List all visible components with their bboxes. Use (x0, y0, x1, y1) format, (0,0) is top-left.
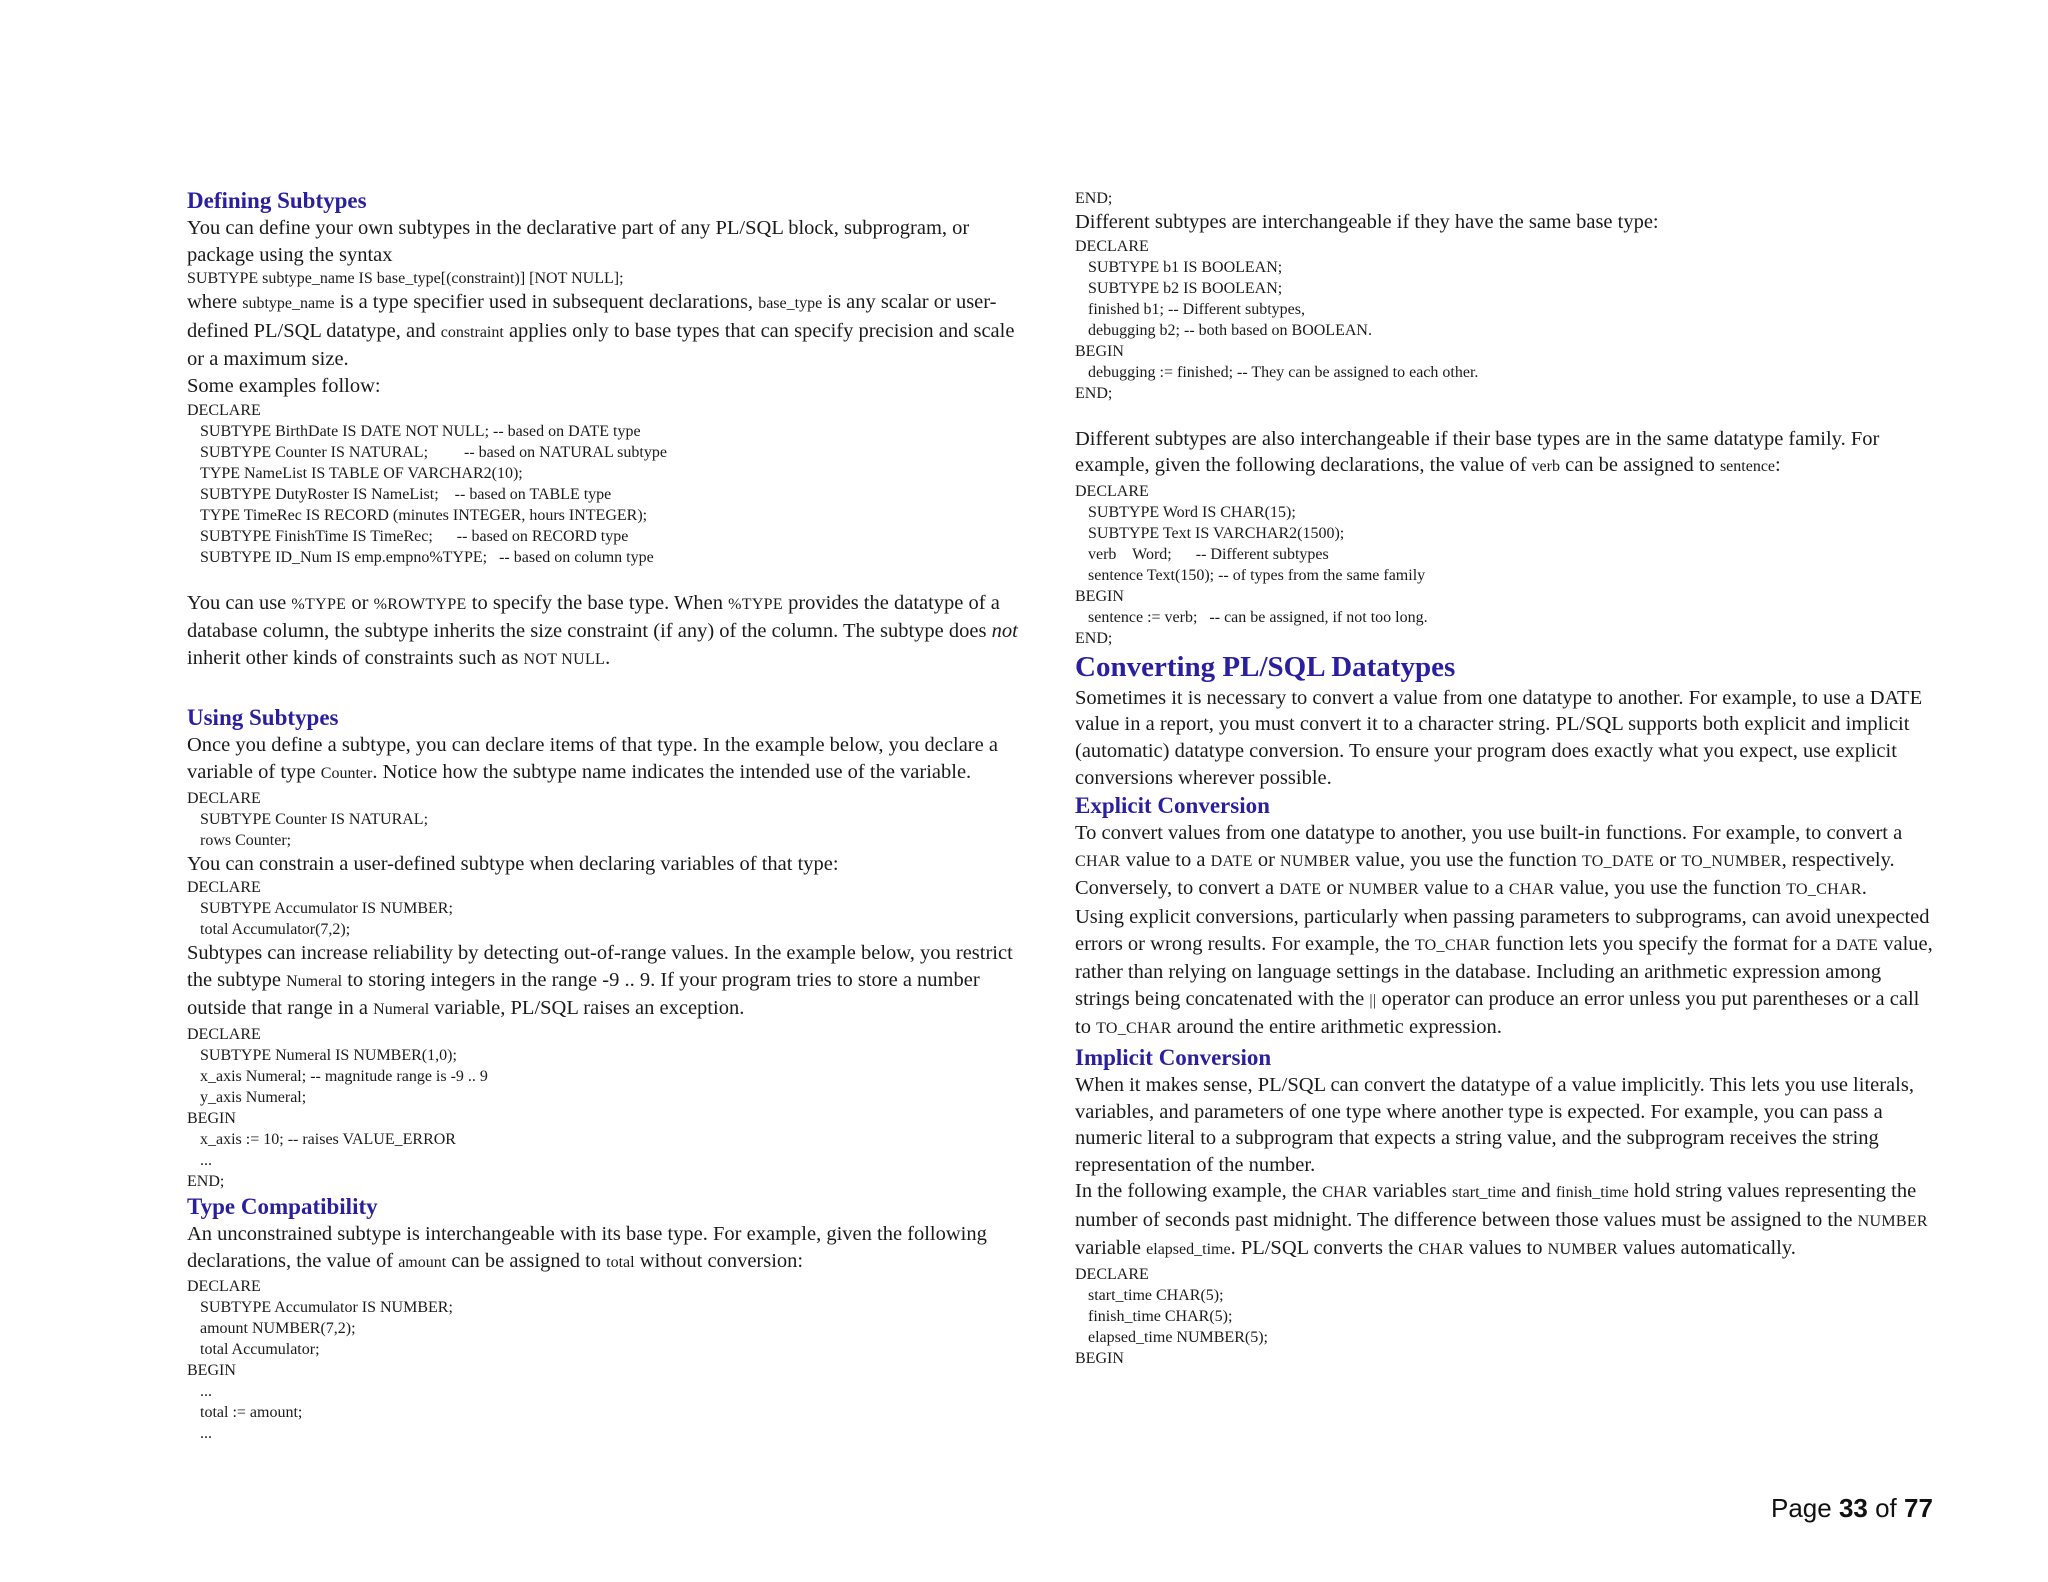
code-line: SUBTYPE Text IS VARCHAR2(1500); (1088, 524, 1345, 542)
code-line: SUBTYPE FinishTime IS TimeRec; -- based on RECORD type (200, 527, 629, 545)
code-line: TYPE TimeRec IS RECORD (minutes INTEGER, hours INTEGER); (200, 506, 648, 524)
code-line: finished b1; -- Different subtypes, (1088, 300, 1305, 318)
code-line: start_time CHAR(5); (1088, 1287, 1224, 1305)
code-line: amount NUMBER(7,2); (200, 1320, 356, 1338)
code-line: BEGIN (1075, 1350, 1124, 1368)
inline-code: CHAR (1075, 852, 1121, 870)
code-block (187, 1276, 1035, 1444)
section-heading-converting-datatypes: Converting PL/SQL Datatypes (1075, 650, 1456, 683)
code-line: SUBTYPE Accumulator IS NUMBER; (200, 1299, 453, 1317)
inline-code: finish_time (1555, 1184, 1629, 1202)
code-line: SUBTYPE DutyRoster IS NameList; -- based on TABLE type (200, 485, 612, 503)
code-line: END; (1075, 190, 1113, 207)
code-line: DECLARE (1075, 1266, 1149, 1284)
inline-code: NUMBER (1348, 881, 1419, 899)
code-line: SUBTYPE Counter IS NATURAL; -- based on NATURAL subtype (200, 443, 667, 461)
inline-code: CHAR (1508, 881, 1555, 899)
code-line: SUBTYPE b1 IS BOOLEAN; (1088, 258, 1283, 276)
syntax-line: SUBTYPE subtype_name IS base_type[(constraint)] [NOT NULL]; (187, 270, 624, 288)
code-line: DECLARE (1075, 482, 1149, 500)
code-line: DECLARE (187, 789, 261, 807)
code-block (187, 1024, 1035, 1192)
code-block (187, 788, 1035, 851)
paragraph: Sometimes it is necessary to convert a value from one datatype to another. For example, to use a DATE value in a report, you must convert it to a character string. PL/SQL supports both explicit and implicit (automatic) datatype conversion. To ensure your program does exactly what you expect, use explicit conversions wherever possible. (1075, 686, 1923, 789)
inline-code: NUMBER (1280, 852, 1351, 870)
inline-code: total (606, 1253, 635, 1271)
code-block (1075, 236, 1935, 404)
paragraph: In the following example, the CHAR variables start_time and finish_time hold string values representing the number of seconds past midnight. The difference between those values must be assigned to the NUMBER variable elapsed_time. PL/SQL converts the CHAR values to NUMBER values automatically. (1075, 1180, 1928, 1260)
page-number: Page 33 of 77 (1771, 1493, 1933, 1523)
inline-code: CHAR (1418, 1241, 1464, 1259)
inline-code: subtype_name (242, 295, 335, 313)
inline-code: || (1369, 991, 1377, 1009)
code-line: elapsed_time NUMBER(5); (1088, 1329, 1268, 1347)
paragraph: You can constrain a user-defined subtype when declaring variables of that type: (187, 852, 839, 875)
code-line: rows Counter; (200, 831, 292, 849)
paragraph: Some examples follow: (187, 374, 381, 397)
code-line: sentence Text(150); -- of types from the same family (1088, 566, 1426, 584)
paragraph: To convert values from one datatype to another, you use built-in functions. For example, to convert a CHAR value to a DATE or NUMBER value, you use the function TO_DATE or TO_NUMBER, respectively. Conversely, to convert a DATE or NUMBER value to a CHAR value, you use the function TO_CHAR. (1075, 822, 1903, 900)
inline-code: %ROWTYPE (373, 595, 467, 613)
code-line: END; (1075, 384, 1113, 402)
code-line: verb Word; -- Different subtypes (1088, 545, 1329, 563)
paragraph: You can use %TYPE or %ROWTYPE to specify the base type. When %TYPE provides the datatype of a database column, the subtype inherits the size constraint (if any) of the column. The subtype does not inherit other kinds of constraints such as NOT NULL. (187, 591, 1018, 669)
code-line: total Accumulator; (200, 1341, 320, 1359)
code-line: ... (200, 1383, 212, 1401)
paragraph: You can define your own subtypes in the declarative part of any PL/SQL block, subprogram, or package using the syntax (187, 217, 970, 266)
paragraph: Using explicit conversions, particularly when passing parameters to subprograms, can avoid unexpected errors or wrong results. For example, the TO_CHAR function lets you specify the format for a DATE value, rather than relying on language settings in the database. Including an arithmetic expression among strings being concatenated with the || operator can produce an error unless you put parentheses or a call to TO_CHAR around the entire arithmetic expression. (1075, 905, 1933, 1039)
section-heading-explicit-conversion: Explicit Conversion (1075, 793, 1270, 819)
code-line: SUBTYPE Word IS CHAR(15); (1088, 503, 1296, 521)
right-column (1075, 188, 1935, 1369)
inline-code: DATE (1279, 881, 1322, 899)
inline-code: NOT NULL (523, 650, 606, 668)
code-line: END; (187, 1172, 225, 1190)
code-block (1075, 1264, 1935, 1369)
code-line: total := amount; (200, 1404, 303, 1422)
code-line: SUBTYPE BirthDate IS DATE NOT NULL; -- based on DATE type (200, 422, 641, 440)
code-line: TYPE NameList IS TABLE OF VARCHAR2(10); (200, 464, 523, 482)
code-line: DECLARE (187, 401, 261, 419)
inline-code: TO_DATE (1582, 852, 1655, 870)
section-heading-type-compatibility: Type Compatibility (187, 1193, 378, 1219)
code-block (187, 400, 1035, 568)
inline-code: sentence (1719, 458, 1776, 476)
inline-code: TO_NUMBER (1681, 852, 1782, 870)
inline-code: start_time (1451, 1184, 1516, 1202)
code-line: BEGIN (187, 1109, 236, 1127)
inline-code: Numeral (373, 1001, 430, 1019)
inline-code: NUMBER (1857, 1212, 1928, 1230)
code-line: finish_time CHAR(5); (1088, 1308, 1233, 1326)
inline-code: TO_CHAR (1786, 881, 1862, 899)
paragraph: Subtypes can increase reliability by detecting out-of-range values. In the example below, you restrict the subtype Numeral to storing integers in the range -9 .. 9. If your program tries to store a number outside that range in a Numeral variable, PL/SQL raises an exception. (187, 942, 1013, 1020)
paragraph: An unconstrained subtype is interchangeable with its base type. For example, given the following declarations, the value of amount can be assigned to total without conversion: (187, 1222, 987, 1272)
inline-code: TO_CHAR (1096, 1020, 1172, 1038)
paragraph: Once you define a subtype, you can declare items of that type. In the example below, you declare a variable of type Counter. Notice how the subtype name indicates the intended use of the variable. (187, 734, 998, 783)
inline-code: base_type (758, 295, 823, 313)
inline-code: CHAR (1322, 1184, 1368, 1202)
inline-code: Counter (320, 764, 373, 782)
code-line: BEGIN (1075, 342, 1124, 360)
inline-code: amount (398, 1253, 447, 1271)
code-block (187, 877, 1035, 940)
code-line: SUBTYPE Accumulator IS NUMBER; (200, 900, 453, 918)
code-line: debugging := finished; -- They can be assigned to each other. (1088, 363, 1479, 381)
code-line: total Accumulator(7,2); (200, 921, 351, 939)
inline-code: TO_CHAR (1414, 936, 1491, 954)
code-line: ... (200, 1425, 212, 1443)
code-line: BEGIN (1075, 587, 1124, 605)
inline-code: %TYPE (728, 595, 783, 613)
code-line: SUBTYPE b2 IS BOOLEAN; (1088, 279, 1283, 297)
code-line: END; (1075, 629, 1113, 647)
code-line: SUBTYPE Numeral IS NUMBER(1,0); (200, 1046, 457, 1064)
inline-code: Numeral (286, 972, 343, 990)
inline-code: constraint (440, 323, 504, 341)
inline-code: elapsed_time (1146, 1241, 1231, 1259)
code-line: SUBTYPE ID_Num IS emp.empno%TYPE; -- based on column type (200, 548, 654, 566)
code-line: DECLARE (187, 879, 261, 897)
inline-code: NUMBER (1547, 1241, 1618, 1259)
section-heading-defining-subtypes: Defining Subtypes (187, 188, 367, 213)
code-line: debugging b2; -- both based on BOOLEAN. (1088, 321, 1372, 339)
inline-code: verb (1531, 458, 1560, 476)
left-column (187, 186, 1035, 1444)
code-line: ... (200, 1151, 212, 1169)
code-line: DECLARE (187, 1278, 261, 1296)
inline-code: DATE (1210, 852, 1253, 870)
code-line: y_axis Numeral; (200, 1088, 307, 1106)
paragraph: When it makes sense, PL/SQL can convert the datatype of a value implicitly. This lets you use literals, variables, and parameters of one type where another type is expected. For example, you can pass a numeric literal to a subprogram that expects a string value, and the subprogram receives the string representation of the number. (1075, 1073, 1914, 1176)
paragraph: Different subtypes are interchangeable if they have the same base type: (1075, 211, 1659, 233)
code-line: BEGIN (187, 1362, 236, 1380)
inline-code: DATE (1836, 936, 1879, 954)
inline-code: %TYPE (291, 595, 347, 613)
code-line: DECLARE (187, 1025, 261, 1043)
code-line: DECLARE (1075, 237, 1149, 255)
code-line: x_axis Numeral; -- magnitude range is -9 .. 9 (200, 1067, 488, 1085)
code-line: x_axis := 10; -- raises VALUE_ERROR (200, 1130, 456, 1148)
code-line: SUBTYPE Counter IS NATURAL; (200, 810, 429, 828)
section-heading-implicit-conversion: Implicit Conversion (1075, 1044, 1272, 1070)
code-block (1075, 481, 1935, 649)
paragraph: where subtype_name is a type specifier used in subsequent declarations, base_type is any scalar or user-defined PL/SQL datatype, and constraint applies only to base types that can specify precision and scale or a maximum size. (187, 291, 1015, 371)
paragraph: Different subtypes are also interchangeable if their base types are in the same datatype family. For example, given the following declarations, the value of verb can be assigned to sentence: (1075, 427, 1880, 477)
section-heading-using-subtypes: Using Subtypes (187, 705, 339, 731)
code-line: sentence := verb; -- can be assigned, if not too long. (1088, 608, 1428, 626)
